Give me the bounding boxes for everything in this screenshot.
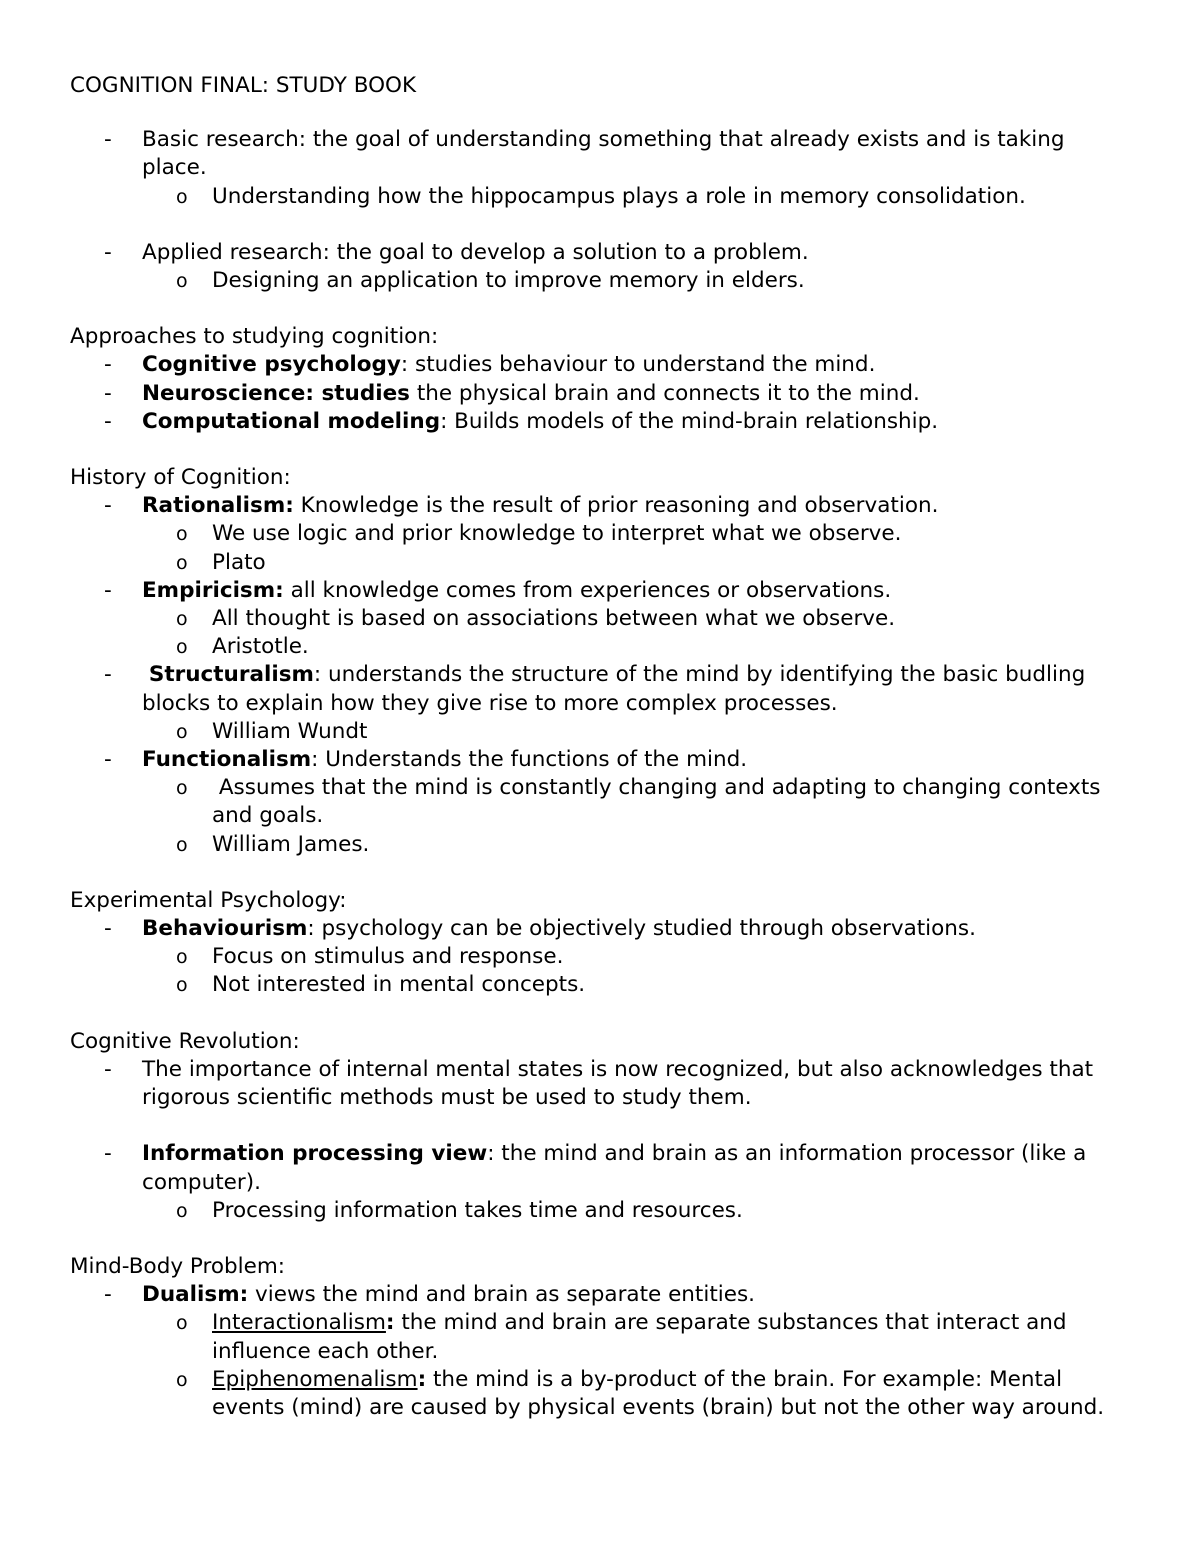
rationalism-detail: We use logic and prior knowledge to interpret what we observe. [212,521,902,547]
sub-item-empiricism-2 [70,633,1130,661]
list-item-behaviourism [70,915,1130,943]
list-item-information-processing [70,1140,1130,1196]
term-computational-modeling: Computational modeling [142,408,441,434]
sub-item-interactionalism [70,1309,1130,1365]
circle-bullet: o [176,608,188,631]
definition-behaviourism: : psychology can be objectively studied through observations. [307,916,976,942]
circle-bullet: o [176,1312,188,1335]
term-structuralism: Structuralism [148,662,314,688]
sub-item-functionalism-2 [70,831,1130,859]
sub-item-behaviourism-1 [70,943,1130,971]
list-item-structuralism [70,661,1130,717]
dash-bullet: - [104,747,112,773]
circle-bullet: o [176,270,188,293]
term-rationalism: Rationalism: [142,493,294,519]
sub-item-epiphenomenalism [70,1366,1130,1422]
epiphenomenalism-colon: : [417,1366,427,1392]
term-information-processing: Information processing view [142,1141,488,1167]
rationalism-person: Plato [212,549,266,575]
dash-bullet: - [104,127,112,153]
circle-bullet: o [176,833,188,856]
term-behaviourism: Behaviourism [142,916,308,942]
definition-computational-modeling: : Builds models of the mind-brain relationship. [440,408,939,434]
revolution-statement: The importance of internal mental states is now recognized, but also acknowledges that rigorous scientific methods must be used to study them. [142,1056,1094,1111]
term-neuroscience: Neuroscience: studies [142,380,410,406]
list-item-cognitive-psychology [70,351,1130,379]
circle-bullet: o [176,777,188,800]
circle-bullet: o [176,974,188,997]
sub-item-functionalism-1 [70,774,1130,830]
definition-rationalism: Knowledge is the result of prior reasoning and observation. [293,493,939,519]
list-item-computational-modeling [70,408,1130,436]
definition-empiricism: all knowledge comes from experiences or observations. [283,577,892,603]
functionalism-detail: Assumes that the mind is constantly changing and adapting to changing contexts and goals. [212,775,1101,829]
circle-bullet: o [176,551,188,574]
circle-bullet: o [176,185,188,208]
term-dualism: Dualism: [142,1282,249,1308]
definition-dualism: views the mind and brain as separate entities. [248,1282,755,1308]
term-cognitive-psychology: Cognitive psychology [142,352,401,378]
definition-neuroscience: the physical brain and connects it to the mind. [409,380,920,406]
functionalism-person: William James. [212,831,370,857]
basic-research-text: Basic research: the goal of understanding something that already exists and is taking place. [142,127,1065,181]
list-item-dualism [70,1281,1130,1309]
mindbody-heading: Mind-Body Problem: [70,1253,286,1279]
sub-item-basic-example [70,183,1130,211]
dash-bullet: - [104,1282,112,1308]
history-heading: History of Cognition: [70,465,291,491]
definition-epiphenomenalism: the mind is a by-product of the brain. For example: Mental events (mind) are caused by physical events (brain) but not the other way around. [212,1366,1105,1420]
document-title: COGNITION FINAL: STUDY BOOK [70,73,417,98]
behaviourism-detail-1: Focus on stimulus and response. [212,944,564,970]
sub-item-rationalism-2 [70,549,1130,577]
list-item-basic-research [70,126,1130,182]
dash-bullet: - [104,1056,112,1082]
list-item-revolution-statement [70,1056,1130,1112]
empiricism-detail: All thought is based on associations between what we observe. [212,606,896,632]
basic-research-example: Understanding how the hippocampus plays a role in memory consolidation. [212,183,1026,209]
empiricism-person: Aristotle. [212,634,309,660]
information-processing-detail: Processing information takes time and resources. [212,1197,743,1223]
dash-bullet: - [104,577,112,603]
circle-bullet: o [176,1199,188,1222]
circle-bullet: o [176,523,188,546]
dash-bullet: - [104,352,112,378]
sub-item-applied-example [70,267,1130,295]
sub-item-structuralism-1 [70,718,1130,746]
list-item-functionalism [70,746,1130,774]
dash-bullet: - [104,1141,112,1167]
definition-cognitive-psychology: : studies behaviour to understand the mind. [400,352,876,378]
applied-research-example: Designing an application to improve memory in elders. [212,268,805,294]
dash-bullet: - [104,408,112,434]
term-functionalism: Functionalism [142,747,312,773]
circle-bullet: o [176,720,188,743]
term-empiricism: Empiricism: [142,577,284,603]
dash-bullet: - [104,380,112,406]
list-item-empiricism [70,577,1130,605]
circle-bullet: o [176,636,188,659]
list-item-rationalism [70,492,1130,520]
circle-bullet: o [176,1368,188,1391]
applied-research-text: Applied research: the goal to develop a solution to a problem. [142,239,809,265]
dash-bullet: - [104,493,112,519]
behaviourism-detail-2: Not interested in mental concepts. [212,972,586,998]
list-item-applied-research [70,239,1130,267]
sub-item-rationalism-1 [70,520,1130,548]
revolution-heading: Cognitive Revolution: [70,1028,300,1054]
definition-structuralism: : understands the structure of the mind by identifying the basic budling blocks to explain how they give rise to more complex processes. [142,662,1086,716]
definition-information-processing: : the mind and brain as an information processor (like a computer). [142,1141,1087,1195]
circle-bullet: o [176,946,188,969]
structuralism-person: William Wundt [212,718,368,744]
dash-bullet: - [104,239,112,265]
sub-item-behaviourism-2 [70,971,1130,999]
approaches-heading: Approaches to studying cognition: [70,324,439,350]
list-item-neuroscience [70,380,1130,408]
dash-bullet: - [104,662,112,688]
definition-functionalism: : Understands the functions of the mind. [311,747,748,773]
definition-interactionalism: the mind and brain are separate substances that interact and influence each other. [212,1310,1067,1364]
experimental-heading: Experimental Psychology: [70,887,347,913]
sub-item-information-processing-1 [70,1197,1130,1225]
interactionalism-colon: : [385,1310,395,1336]
term-interactionalism: Interactionalism [212,1310,386,1336]
term-epiphenomenalism: Epiphenomenalism [212,1366,418,1392]
dash-bullet: - [104,916,112,942]
sub-item-empiricism-1 [70,605,1130,633]
